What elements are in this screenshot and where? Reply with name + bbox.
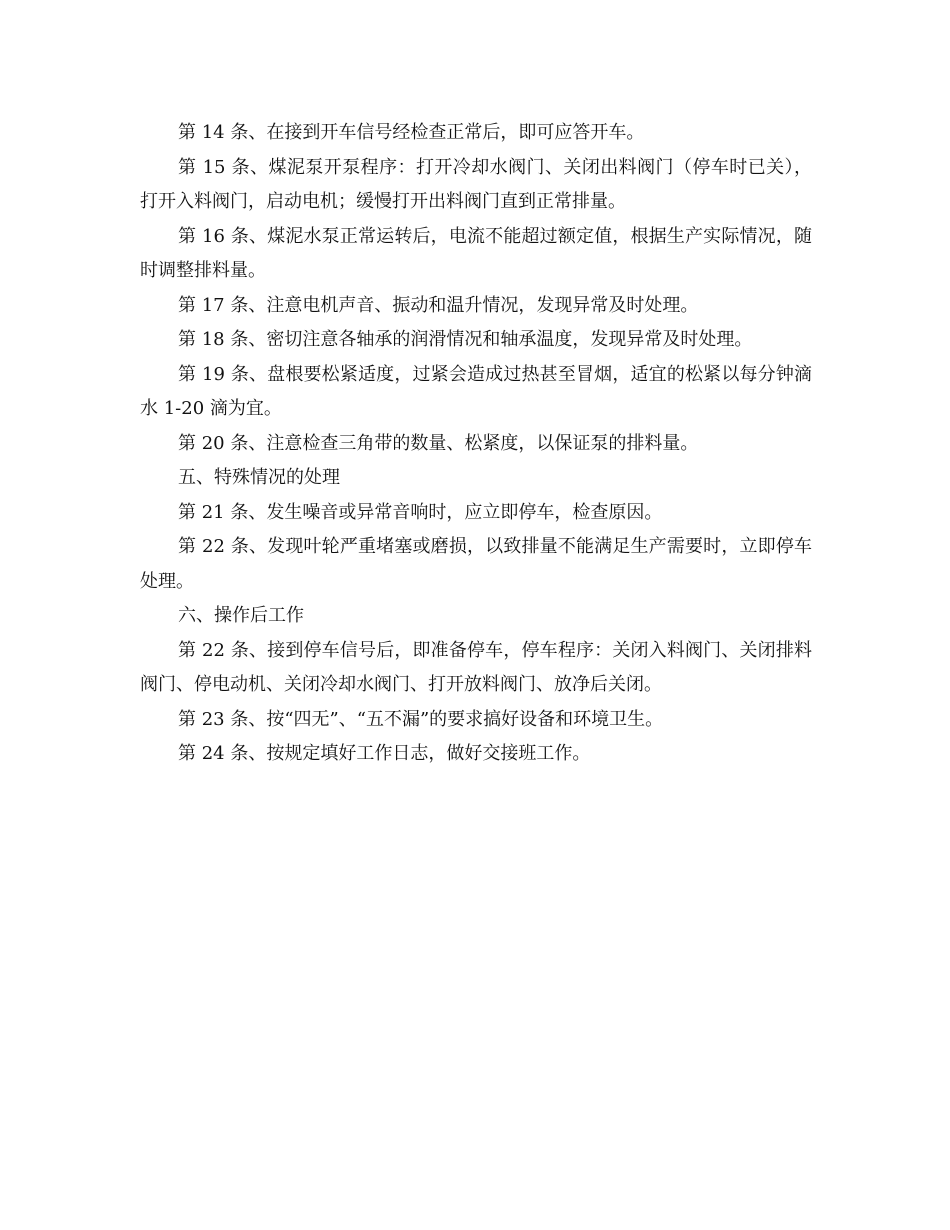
paragraph-article-21: 第 21 条、发生噪音或异常音响时，应立即停车，检查原因。 [178, 501, 663, 523]
paragraph-article-24: 第 24 条、按规定填好工作日志，做好交接班工作。 [178, 743, 591, 764]
paragraph-article-14: 第 14 条、在接到开车信号经检查正常后，即可应答开车。 [178, 122, 645, 143]
paragraph-article-22-impeller: 第 22 条、发现叶轮严重堵塞或磨损，以致排量不能满足生产需要时，立即停车处理。 [140, 536, 812, 592]
paragraph-article-20: 第 20 条、注意检查三角带的数量、松紧度，以保证泵的排料量。 [178, 432, 699, 454]
paragraph-article-22-stop: 第 22 条、接到停车信号后，即准备停车，停车程序：关闭入料阀门、关闭排料阀门、停电动机、关闭冷却水阀门、打开放料阀门、放净后关闭。 [140, 639, 812, 695]
paragraph-article-15: 第 15 条、煤泥泵开泵程序：打开冷却水阀门、关闭出料阀门（停车时已关），打开入料阀门，启动电机；缓慢打开出料阀门直到正常排量。 [140, 156, 812, 212]
section-heading-post-operation: 六、操作后工作 [178, 605, 304, 626]
document-body [140, 116, 812, 772]
paragraph-article-23: 第 23 条、按“四无”、“五不漏”的要求搞好设备和环境卫生。 [178, 708, 664, 730]
section-heading-special-situations: 五、特殊情况的处理 [178, 467, 340, 488]
paragraph-article-17: 第 17 条、注意电机声音、振动和温升情况，发现异常及时处理。 [178, 294, 699, 316]
paragraph-article-18: 第 18 条、密切注意各轴承的润滑情况和轴承温度，发现异常及时处理。 [178, 329, 753, 350]
paragraph-article-19: 第 19 条、盘根要松紧适度，过紧会造成过热甚至冒烟，适宜的松紧以每分钟滴水 1-20 滴为宜。 [140, 363, 812, 419]
paragraph-article-16: 第 16 条、煤泥水泵正常运转后，电流不能超过额定值，根据生产实际情况，随时调整排料量。 [140, 225, 812, 281]
